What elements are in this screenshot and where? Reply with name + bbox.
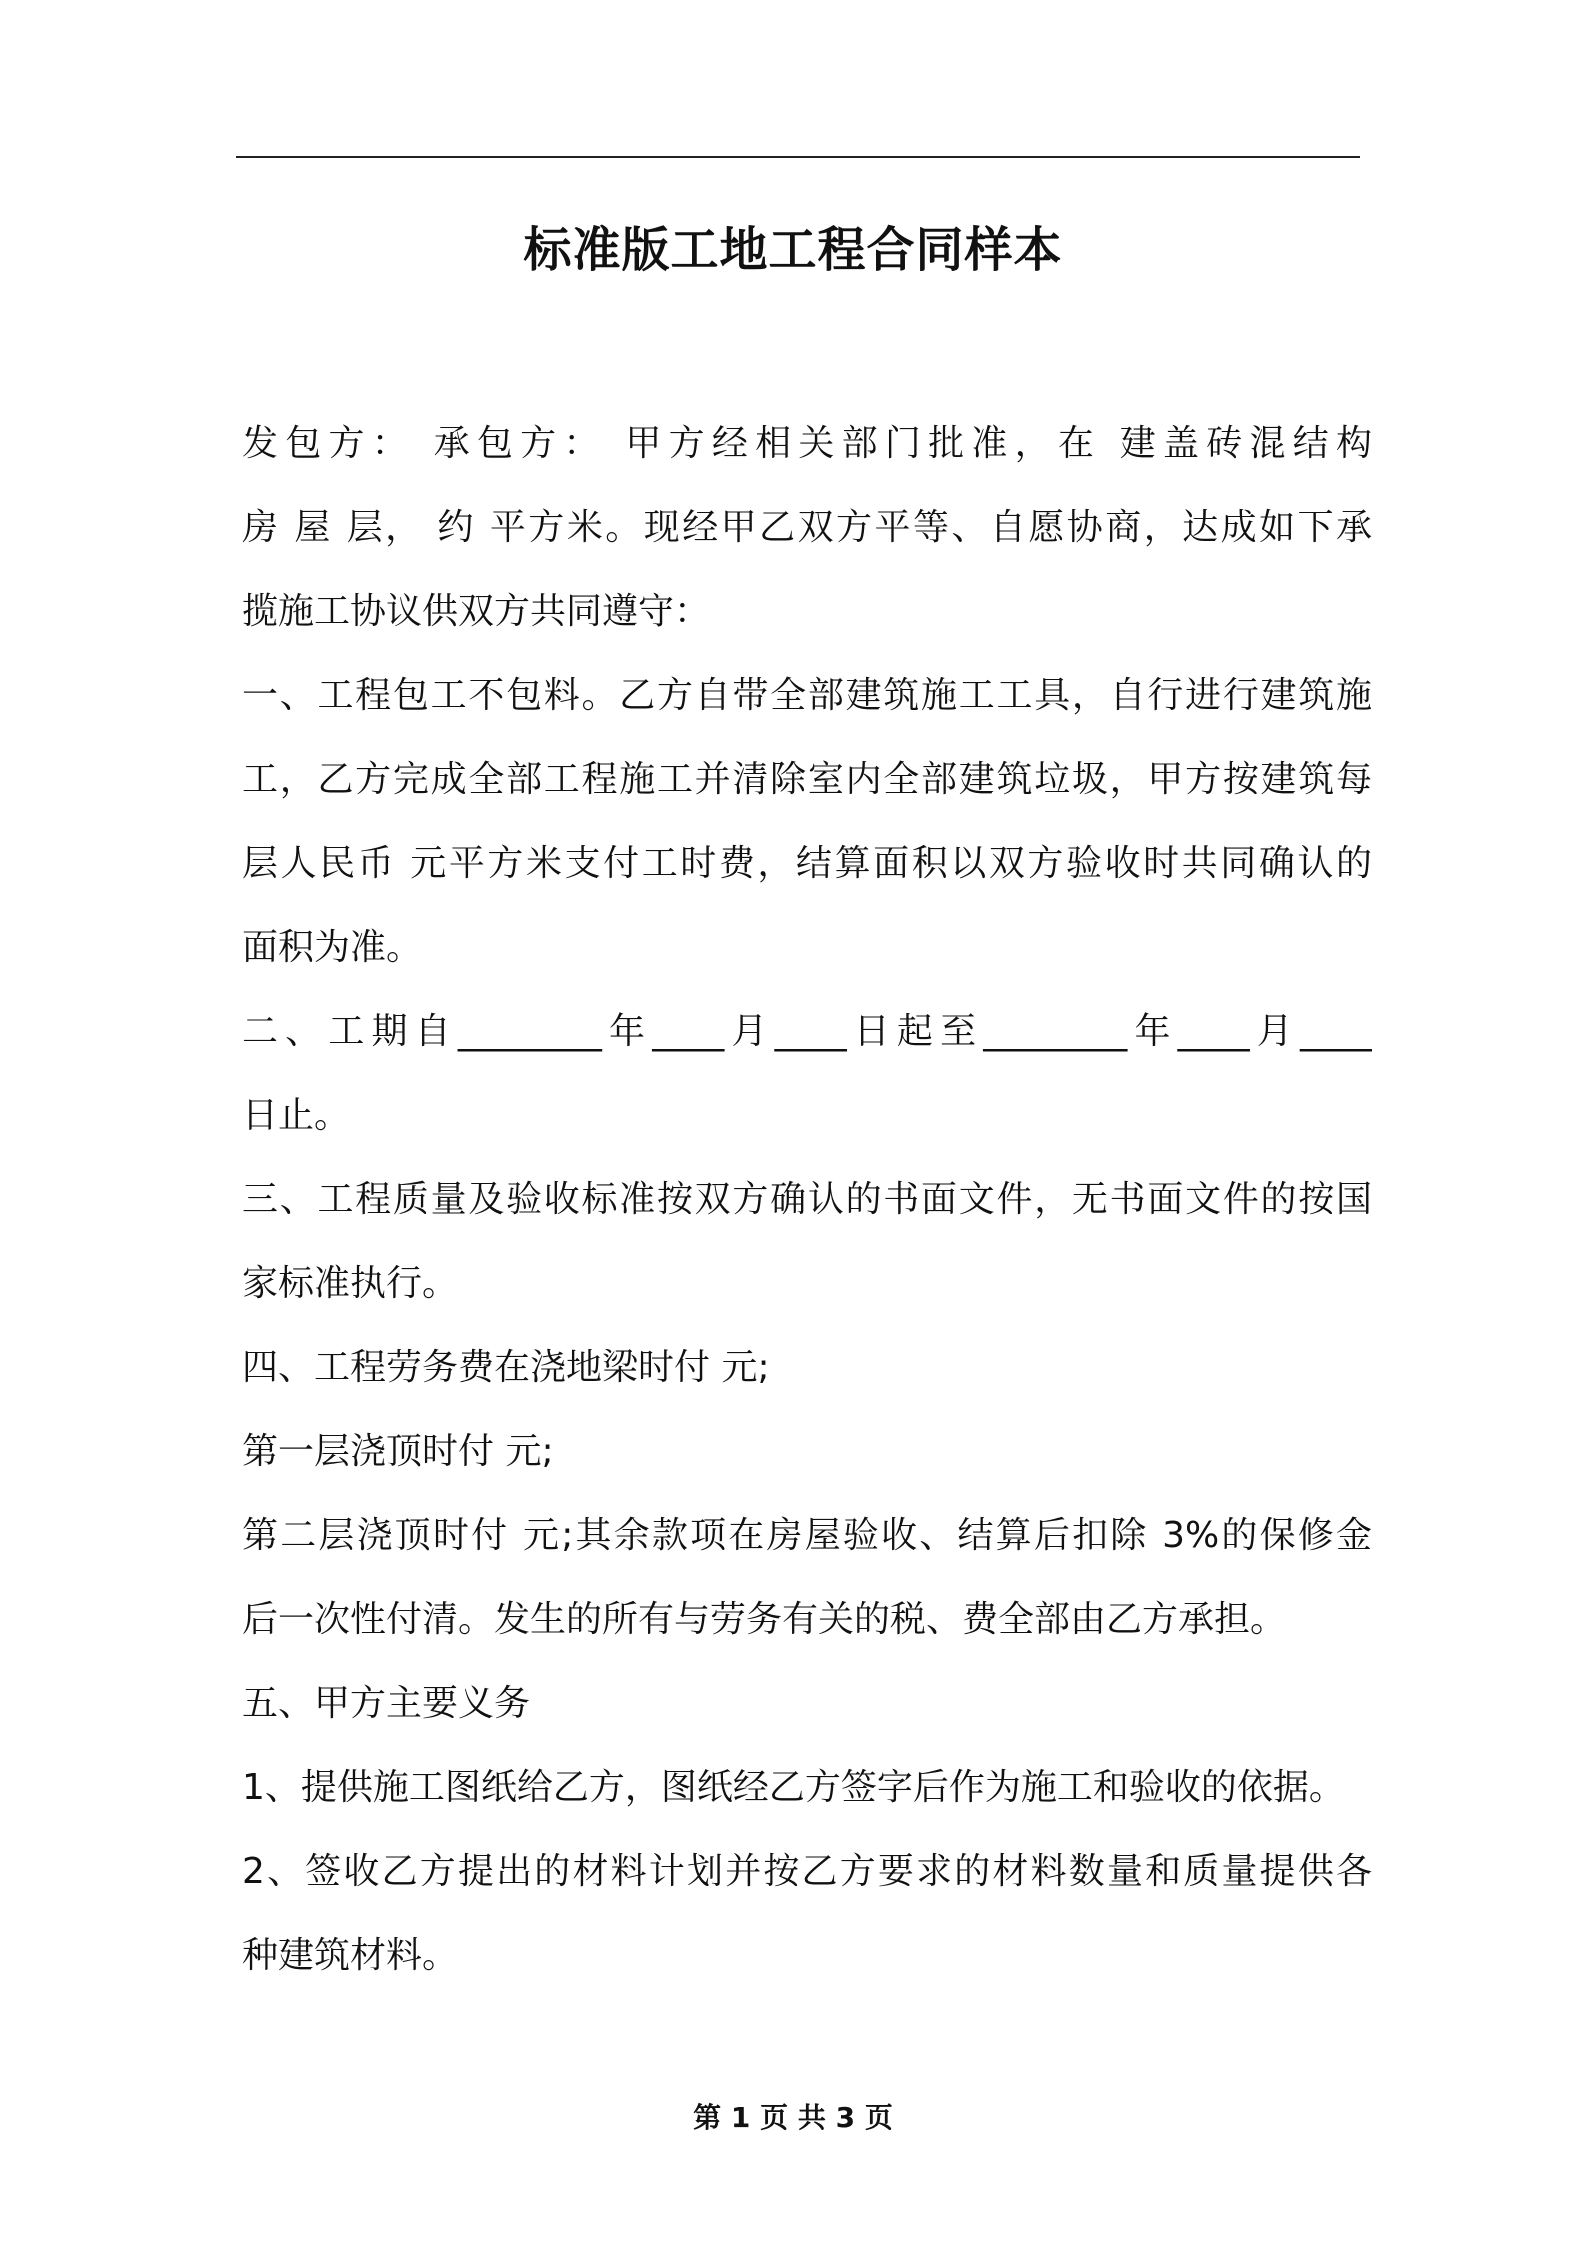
body-line-19: 种建筑材料。 xyxy=(242,1935,459,1976)
body-line-10: 三、工程质量及验收标准按双方确认的书面文件，无书面文件的按国 xyxy=(242,1179,1372,1220)
body-line-4: 一、工程包工不包料。乙方自带全部建筑施工工具，自行进行建筑施 xyxy=(242,675,1372,716)
page-number: 第 1 页 共 3 页 xyxy=(693,2101,893,2134)
body-line-6: 层人民币 元平方米支付工时费，结算面积以双方验收时共同确认的 xyxy=(242,843,1372,884)
body-line-1: 发包方： 承包方： 甲方经相关部门批准，在 建盖砖混结构 xyxy=(242,423,1372,464)
body-line-13: 第一层浇顶时付 元; xyxy=(242,1431,554,1472)
body-line-2: 房 屋 层， 约 平方米。现经甲乙双方平等、自愿协商，达成如下承 xyxy=(242,507,1372,548)
body-line-18: 2、签收乙方提出的材料计划并按乙方要求的材料数量和质量提供各 xyxy=(242,1851,1372,1892)
body-line-7: 面积为准。 xyxy=(242,927,423,968)
body-line-14: 第二层浇顶时付 元;其余款项在房屋验收、结算后扣除 3%的保修金 xyxy=(242,1515,1372,1556)
body-line-17: 1、提供施工图纸给乙方，图纸经乙方签字后作为施工和验收的依据。 xyxy=(242,1767,1345,1808)
body-line-5: 工，乙方完成全部工程施工并清除室内全部建筑垃圾，甲方按建筑每 xyxy=(242,759,1372,800)
body-line-12: 四、工程劳务费在浇地梁时付 元; xyxy=(242,1347,770,1388)
contract-body xyxy=(242,402,1372,1998)
document-title: 标准版工地工程合同样本 xyxy=(523,222,1063,278)
body-line-16: 五、甲方主要义务 xyxy=(242,1683,531,1724)
body-line-3: 揽施工协议供双方共同遵守： xyxy=(242,591,711,632)
header-rule xyxy=(236,156,1360,158)
body-line-11: 家标准执行。 xyxy=(242,1263,459,1304)
body-line-9: 日止。 xyxy=(242,1095,351,1136)
body-line-8: 二、工期自________年____月____日起至________年____月____ xyxy=(242,1011,1372,1052)
body-line-15: 后一次性付清。发生的所有与劳务有关的税、费全部由乙方承担。 xyxy=(242,1599,1287,1640)
